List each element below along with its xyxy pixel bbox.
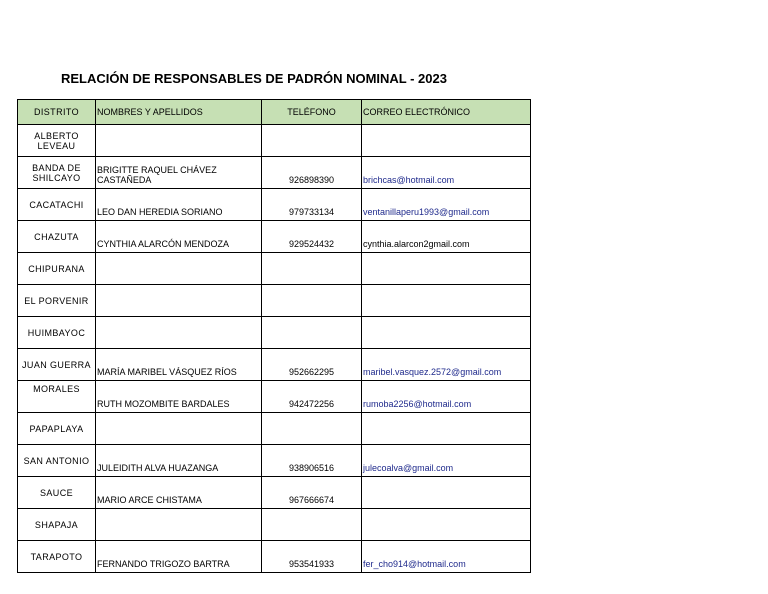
cell-distrito: PAPAPLAYA	[18, 413, 96, 445]
table-row	[18, 509, 531, 541]
cell-correo	[362, 317, 531, 349]
cell-distrito: EL PORVENIR	[18, 285, 96, 317]
cell-telefono	[262, 317, 362, 349]
cell-distrito: JUAN GUERRA	[18, 349, 96, 381]
cell-distrito: SHAPAJA	[18, 509, 96, 541]
cell-distrito: CACATACHI	[18, 189, 96, 221]
cell-distrito: ALBERTO LEVEAU	[18, 125, 96, 157]
cell-correo	[362, 509, 531, 541]
cell-nombre: BRIGITTE RAQUEL CHÁVEZ CASTAÑEDA	[96, 157, 262, 189]
responsables-table	[17, 99, 531, 573]
document-title: RELACIÓN DE RESPONSABLES DE PADRÓN NOMINAL - 2023	[61, 71, 447, 86]
cell-correo	[362, 125, 531, 157]
cell-distrito: HUIMBAYOC	[18, 317, 96, 349]
cell-correo[interactable]: brichcas@hotmail.com	[362, 157, 531, 189]
cell-telefono: 926898390	[262, 157, 362, 189]
header-distrito: DISTRITO	[18, 100, 96, 125]
table-row	[18, 541, 531, 573]
cell-correo[interactable]: julecoalva@gmail.com	[362, 445, 531, 477]
cell-distrito: CHAZUTA	[18, 221, 96, 253]
cell-telefono: 929524432	[262, 221, 362, 253]
cell-telefono	[262, 125, 362, 157]
cell-correo[interactable]: maribel.vasquez.2572@gmail.com	[362, 349, 531, 381]
cell-telefono: 953541933	[262, 541, 362, 573]
cell-nombre	[96, 285, 262, 317]
cell-distrito: SAUCE	[18, 477, 96, 509]
table-header-row	[18, 100, 531, 125]
cell-distrito: BANDA DE SHILCAYO	[18, 157, 96, 189]
table-row	[18, 189, 531, 221]
cell-telefono	[262, 253, 362, 285]
cell-telefono	[262, 509, 362, 541]
table-row	[18, 477, 531, 509]
header-correo: CORREO ELECTRÓNICO	[362, 100, 531, 125]
table-row	[18, 317, 531, 349]
cell-correo[interactable]: rumoba2256@hotmail.com	[362, 381, 531, 413]
cell-telefono	[262, 413, 362, 445]
cell-correo	[362, 253, 531, 285]
cell-nombre	[96, 253, 262, 285]
cell-nombre: CYNTHIA ALARCÓN MENDOZA	[96, 221, 262, 253]
cell-telefono: 967666674	[262, 477, 362, 509]
cell-correo[interactable]: ventanillaperu1993@gmail.com	[362, 189, 531, 221]
cell-nombre	[96, 125, 262, 157]
cell-nombre	[96, 317, 262, 349]
cell-correo	[362, 285, 531, 317]
cell-distrito: MORALES	[18, 381, 96, 413]
cell-telefono: 952662295	[262, 349, 362, 381]
cell-nombre	[96, 413, 262, 445]
cell-distrito: CHIPURANA	[18, 253, 96, 285]
table-row	[18, 413, 531, 445]
table-row	[18, 221, 531, 253]
cell-correo	[362, 413, 531, 445]
cell-nombre: MARÍA MARIBEL VÁSQUEZ RÍOS	[96, 349, 262, 381]
table-row	[18, 157, 531, 189]
table-row	[18, 253, 531, 285]
cell-telefono: 979733134	[262, 189, 362, 221]
cell-nombre: MARIO ARCE CHISTAMA	[96, 477, 262, 509]
cell-correo	[362, 477, 531, 509]
table-row	[18, 349, 531, 381]
cell-distrito: TARAPOTO	[18, 541, 96, 573]
cell-telefono	[262, 285, 362, 317]
table-row	[18, 285, 531, 317]
table-row	[18, 381, 531, 413]
header-nombres: NOMBRES Y APELLIDOS	[96, 100, 262, 125]
cell-nombre: RUTH MOZOMBITE BARDALES	[96, 381, 262, 413]
cell-nombre: LEO DAN HEREDIA SORIANO	[96, 189, 262, 221]
table-row	[18, 445, 531, 477]
cell-correo[interactable]: fer_cho914@hotmail.com	[362, 541, 531, 573]
cell-nombre: FERNANDO TRIGOZO BARTRA	[96, 541, 262, 573]
cell-correo: cynthia.alarcon2gmail.com	[362, 221, 531, 253]
cell-telefono: 938906516	[262, 445, 362, 477]
cell-telefono: 942472256	[262, 381, 362, 413]
table-row	[18, 125, 531, 157]
cell-distrito: SAN ANTONIO	[18, 445, 96, 477]
cell-nombre	[96, 509, 262, 541]
cell-nombre: JULEIDITH ALVA HUAZANGA	[96, 445, 262, 477]
header-telefono: TELÉFONO	[262, 100, 362, 125]
